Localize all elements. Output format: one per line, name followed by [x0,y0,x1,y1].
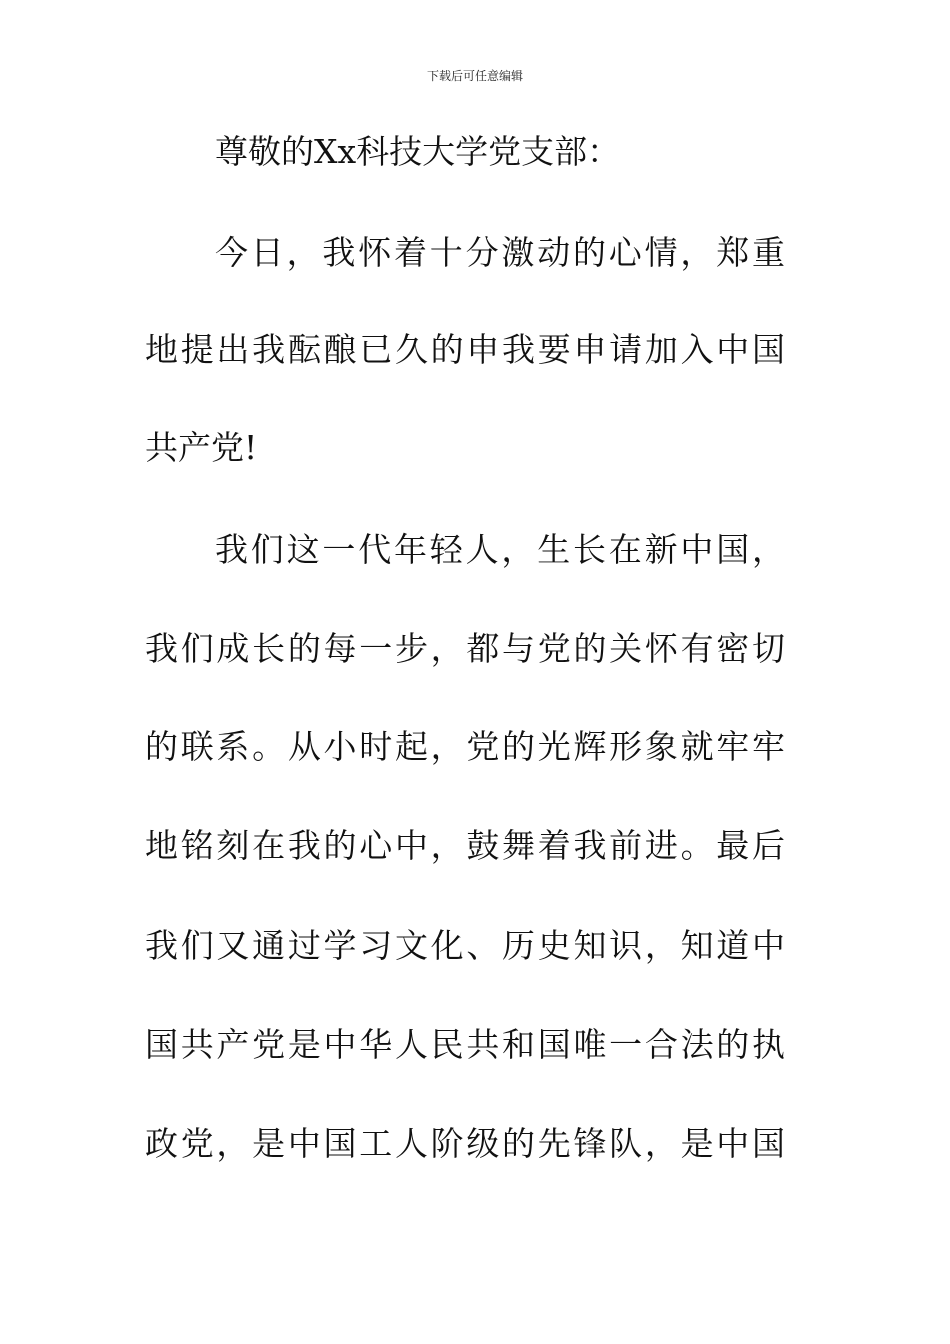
paragraph-line: 的联系。从小时起，党的光辉形象就牢牢 [145,727,785,766]
paragraph-line: 我们这一代年轻人，生长在新中国， [215,530,785,569]
paragraph-line: 地铭刻在我的心中，鼓舞着我前进。最后 [145,826,785,865]
paragraph-line: 政党，是中国工人阶级的先锋队，是中国 [145,1124,785,1163]
salutation-line: 尊敬的Xx科技大学党支部： [215,132,621,171]
paragraph-line: 我们成长的每一步，都与党的关怀有密切 [145,629,785,668]
paragraph-line: 共产党! [145,428,258,467]
paragraph-line: 国共产党是中华人民共和国唯一合法的执 [145,1025,785,1064]
header-note: 下载后可任意编辑 [426,69,523,83]
paragraph-line: 我们又通过学习文化、历史知识，知道中 [145,926,785,965]
paragraph-line: 地提出我酝酿已久的申我要申请加入中国 [145,330,785,369]
paragraph-line: 今日，我怀着十分激动的心情，郑重 [215,233,785,272]
